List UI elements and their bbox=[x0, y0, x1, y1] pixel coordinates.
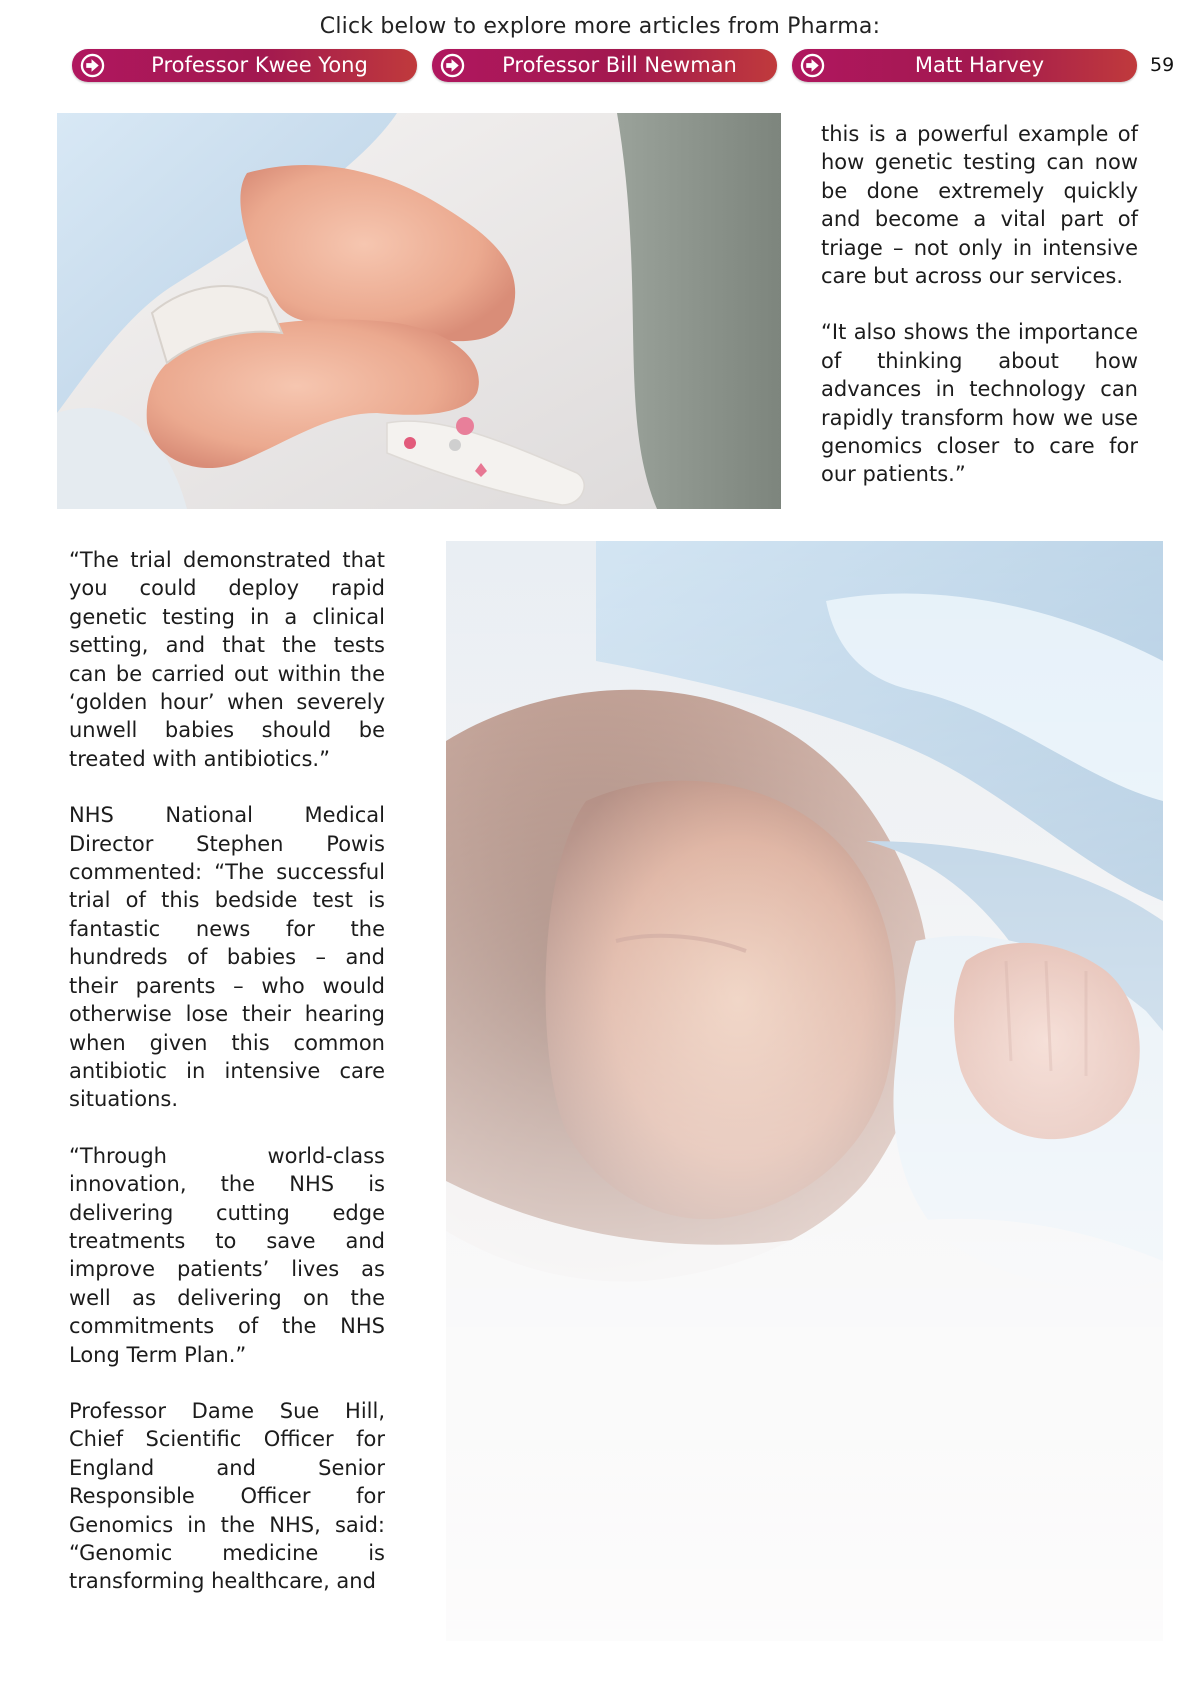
newborn-photo bbox=[446, 541, 1163, 1641]
paragraph: NHS National Medical Director Stephen Powis commented: “The successful trial of this bedside test is fantastic news for the hundreds of babies – and their parents – who would otherwise lose their hearing when given this common antibiotic in intensive care situations. bbox=[69, 803, 385, 1112]
paragraph: this is a powerful example of how genetic testing can now be done extremely quickly and become a vital part of triage – not only in intensive care but across our services. bbox=[821, 122, 1138, 289]
paragraph: “It also shows the importance of thinking about how advances in technology can rapidly transform how we use genomics closer to care for our patients.” bbox=[821, 320, 1138, 487]
arrow-right-circle-icon bbox=[440, 53, 465, 78]
link-professor-kwee-yong[interactable] bbox=[72, 49, 417, 82]
paragraph: Professor Dame Sue Hill, Chief Scientific Officer for England and Senior Responsible Officer for Genomics in the NHS, said: “Genomic medicine is transforming healthcare, and bbox=[69, 1398, 385, 1594]
link-professor-bill-newman[interactable] bbox=[432, 49, 777, 82]
right-column-text bbox=[821, 120, 1138, 489]
link-label: Professor Bill Newman bbox=[502, 53, 737, 77]
link-label: Matt Harvey bbox=[914, 53, 1045, 77]
explore-label: Click below to explore more articles from Pharma: bbox=[319, 14, 881, 39]
left-column-text bbox=[69, 546, 385, 1596]
arrow-right-circle-icon bbox=[80, 53, 105, 78]
arrow-right-circle-icon bbox=[800, 53, 825, 78]
paragraph: “The trial demonstrated that you could deploy rapid genetic testing in a clinical setting, and that the tests can be carried out within the ‘golden hour’ when severely unwell babies should be treated with antibiotics.” bbox=[69, 548, 385, 771]
page-number: 59 bbox=[1150, 54, 1175, 76]
paragraph: “Through world-class innovation, the NHS is delivering cutting edge treatments to save and improve patients’ lives as well as delivering on the commitments of the NHS Long Term Plan.” bbox=[69, 1143, 385, 1367]
baby-feet-photo bbox=[57, 113, 781, 509]
link-matt-harvey[interactable] bbox=[792, 49, 1137, 82]
link-label: Professor Kwee Yong bbox=[151, 53, 368, 77]
